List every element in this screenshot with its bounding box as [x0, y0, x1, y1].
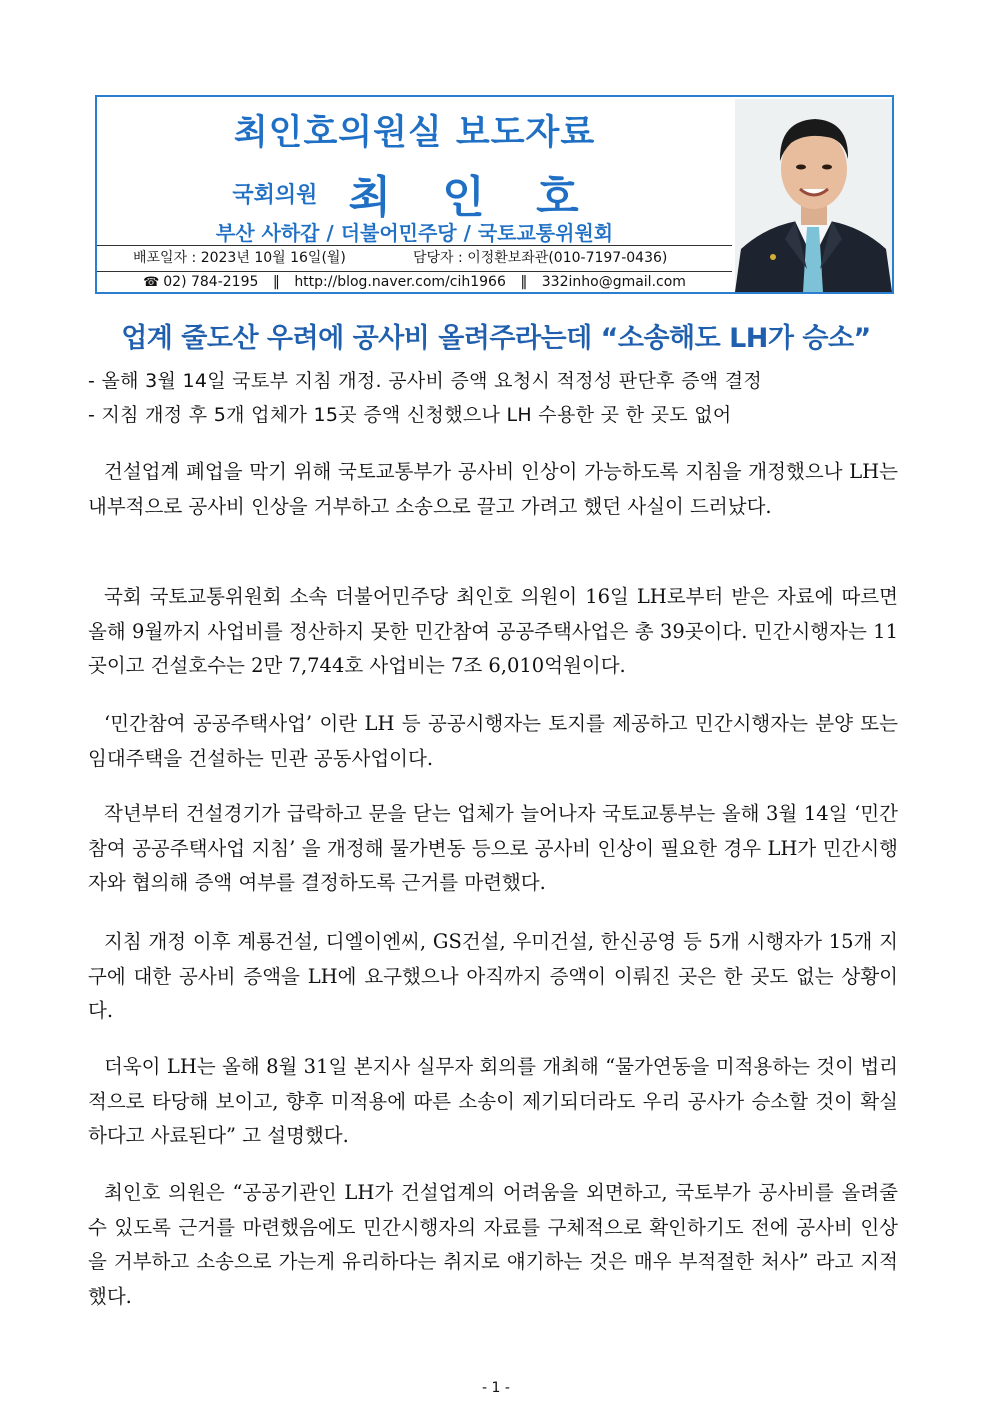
subheading: - 올해 3월 14일 국토부 지침 개정. 공사비 증액 요청시 적정성 판단후 증액 결정	[88, 370, 763, 392]
body-paragraph: 작년부터 건설경기가 급락하고 문을 닫는 업체가 늘어나자 국토교통부는 올해 3월 14일 ‘민간참여 공공주택사업 지침’ 을 개정해 물가변동 등으로 공사비 인상이 필요한 경우 LH가 민간시행자와 협의해 증액 여부를 결정하도록 근거를 마련했다.	[88, 802, 898, 894]
article-headline: 업계 줄도산 우려에 공사비 올려주라는데 “소송해도 LH가 승소”	[121, 323, 871, 354]
phone-number: 02) 784-2195	[163, 274, 259, 290]
subheading: - 지침 개정 후 5개 업체가 15곳 증액 신청했으나 LH 수용한 곳 한 곳도 없어	[88, 404, 732, 426]
body-paragraph: 최인호 의원은 “공공기관인 LH가 건설업계의 어려움을 외면하고, 국토부가 공사비를 올려줄 수 있도록 근거를 마련했음에도 민간시행자의 자료를 구체적으로 확인하기도 전에 공사비 인상을 거부하고 소송으로 가는게 유리하다는 취지로 얘기하는 것은 매우 부적절한 처사” 라고 지적했다.	[88, 1181, 898, 1308]
separator: ‖	[272, 274, 280, 290]
member-role: 국회의원	[232, 182, 318, 208]
body-paragraph: 건설업계 폐업을 막기 위해 국토교통부가 공사비 인상이 가능하도록 지침을 개정했으나 LH는 내부적으로 공사비 인상을 거부하고 소송으로 끌고 가려고 했던 사실이 드러났다.	[88, 460, 898, 518]
separator: ‖	[520, 274, 528, 290]
email-link[interactable]: 332inho@gmail.com	[541, 274, 686, 290]
blog-link[interactable]: http://blog.naver.com/cih1966	[294, 274, 506, 290]
portrait-illustration	[735, 99, 892, 292]
press-release-header	[95, 95, 894, 294]
page-number: - 1 -	[482, 1380, 510, 1396]
member-line	[97, 161, 732, 225]
contact-person: 담당자 : 이정환보좌관(010-7197-0436)	[413, 250, 668, 266]
phone-icon: ☎	[143, 275, 160, 290]
member-name: 최 인 호	[348, 172, 597, 223]
release-date: 배포일자 : 2023년 10월 16일(월)	[133, 250, 346, 266]
body-paragraph: 더욱이 LH는 올해 8월 31일 본지사 실무자 회의를 개최해 “물가연동을 미적용하는 것이 법리적으로 타당해 보이고, 향후 미적용에 따른 소송이 제기되더라도 우리 공사가 승소할 것이 확실하다고 사료된다” 고 설명했다.	[88, 1055, 898, 1147]
body-paragraph: 지침 개정 이후 계룡건설, 디엘이엔씨, GS건설, 우미건설, 한신공영 등 5개 시행자가 15개 지구에 대한 공사비 증액을 LH에 요구했으나 아직까지 증액이 이뤄진 곳은 한 곳도 없는 상황이다.	[88, 930, 898, 1022]
press-release-title: 최인호의원실 보도자료	[233, 113, 596, 153]
body-paragraph: ‘민간참여 공공주택사업’ 이란 LH 등 공공시행자는 토지를 제공하고 민간시행자는 분양 또는 임대주택을 건설하는 민관 공동사업이다.	[88, 712, 898, 770]
member-portrait-photo	[735, 99, 892, 292]
affiliation: 부산 사하갑 / 더불어민주당 / 국토교통위원회	[215, 221, 614, 245]
contact-info-row	[97, 271, 732, 294]
body-paragraph: 국회 국토교통위원회 소속 더불어민주당 최인호 의원이 16일 LH로부터 받은 자료에 따르면 올해 9월까지 사업비를 정산하지 못한 민간참여 공공주택사업은 총 39곳이다. 민간시행자는 11곳이고 건설호수는 2만 7,744호 사업비는 7조 6,010억원이다.	[88, 585, 898, 677]
release-info-row	[97, 245, 732, 272]
